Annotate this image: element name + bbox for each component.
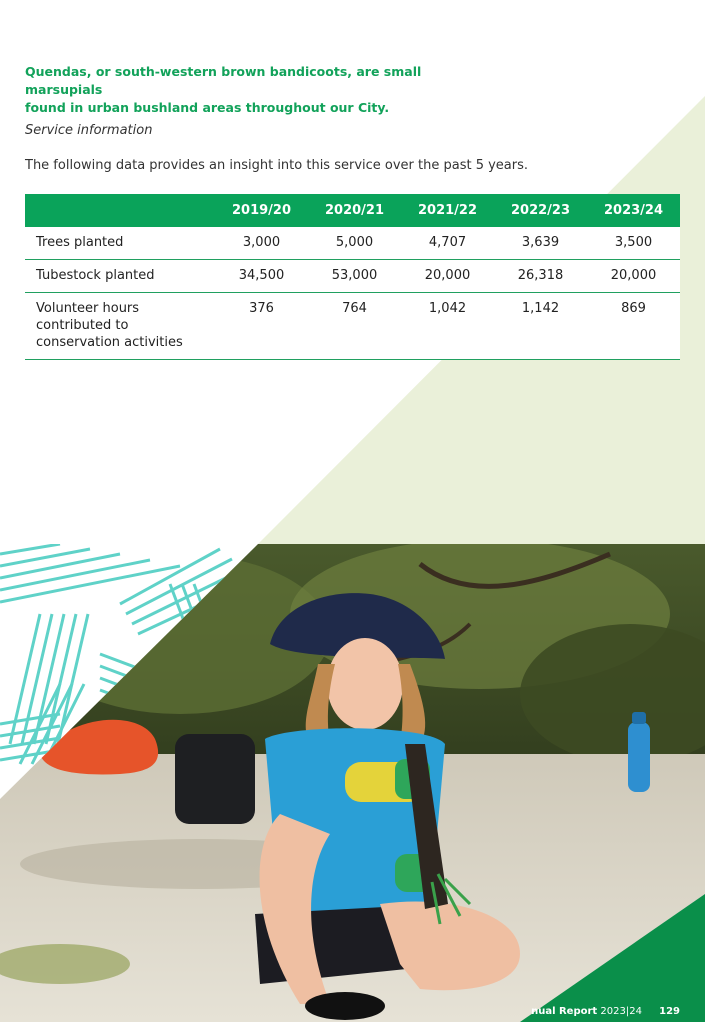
row-label-line: Trees planted — [36, 235, 124, 250]
table-row — [25, 293, 680, 360]
table-cell: 764 — [308, 293, 401, 360]
service-data-table — [25, 194, 680, 360]
report-label: nual Report — [531, 1006, 598, 1017]
table-cell: 20,000 — [401, 260, 494, 293]
table-cell: 4,707 — [401, 227, 494, 260]
row-label-line: conservation activities — [36, 335, 183, 350]
header-year: 2021/22 — [401, 194, 494, 227]
page-number: 129 — [659, 1006, 680, 1017]
row-label — [25, 260, 215, 293]
caption-line-1: Quendas, or south-western brown bandicoots, are small marsupials — [25, 64, 422, 97]
table-cell: 3,500 — [587, 227, 680, 260]
black-backpack — [175, 734, 255, 824]
report-year: 2023|24 — [600, 1006, 642, 1017]
table-header-row — [25, 194, 680, 227]
bottle-cap — [632, 712, 646, 724]
header-year: 2023/24 — [587, 194, 680, 227]
table-cell: 376 — [215, 293, 308, 360]
volunteer-photo — [0, 544, 705, 1022]
child-face — [327, 638, 403, 730]
caption-line-2: found in urban bushland areas throughout our City. — [25, 100, 390, 115]
intro-text: The following data provides an insight into this service over the past 5 years. — [25, 158, 529, 173]
row-label — [25, 293, 215, 360]
header-year: 2020/21 — [308, 194, 401, 227]
table-cell: 20,000 — [587, 260, 680, 293]
header-year: 2019/20 — [215, 194, 308, 227]
header-year: 2022/23 — [494, 194, 587, 227]
header-blank-cell — [25, 194, 215, 227]
row-label — [25, 227, 215, 260]
table-cell: 1,042 — [401, 293, 494, 360]
table-cell: 34,500 — [215, 260, 308, 293]
table-row — [25, 260, 680, 293]
table-cell: 3,000 — [215, 227, 308, 260]
page-footer — [531, 1006, 680, 1017]
section-label: Service information — [25, 123, 153, 138]
row-label-line: contributed to — [36, 318, 129, 333]
table-cell: 26,318 — [494, 260, 587, 293]
table-cell: 1,142 — [494, 293, 587, 360]
row-label-line: Volunteer hours — [36, 301, 140, 316]
table-row — [25, 227, 680, 260]
water-bottle — [628, 722, 650, 792]
photo-caption — [25, 63, 445, 117]
table-cell: 869 — [587, 293, 680, 360]
table-cell: 5,000 — [308, 227, 401, 260]
shoe — [305, 992, 385, 1020]
row-label-line: Tubestock planted — [36, 268, 155, 283]
table-cell: 3,639 — [494, 227, 587, 260]
table-cell: 53,000 — [308, 260, 401, 293]
